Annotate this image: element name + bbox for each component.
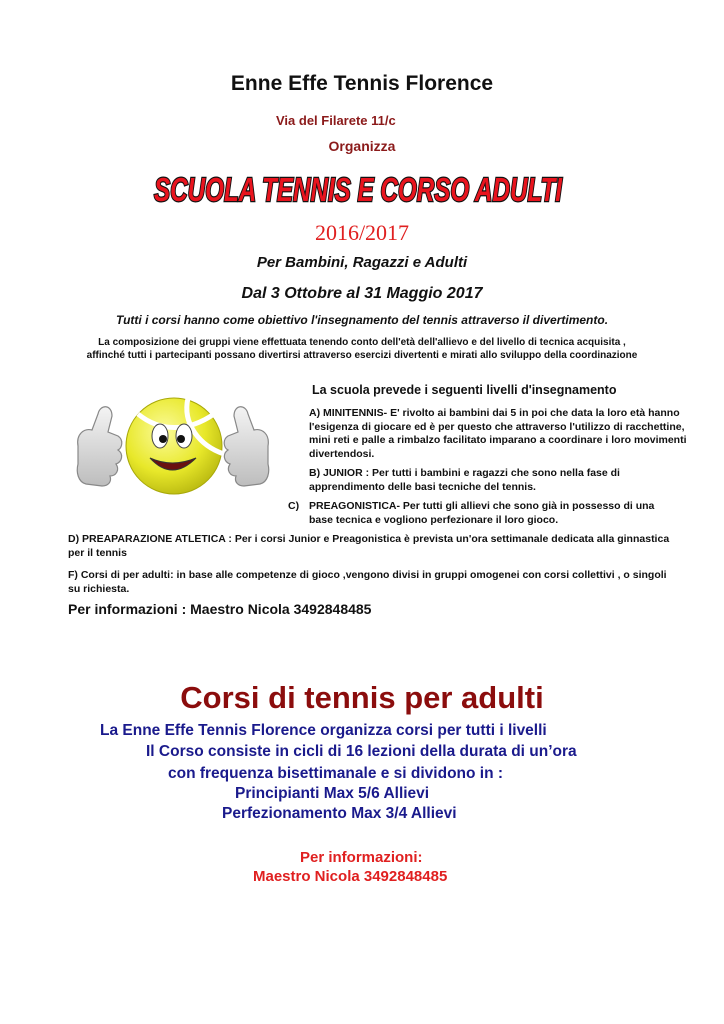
audience-line: Per Bambini, Ragazzi e Adulti — [256, 254, 468, 271]
contact-info-top: Per informazioni : Maestro Nicola 3492848485 — [68, 601, 372, 617]
info-label-bottom: Per informazioni: — [300, 849, 423, 866]
objective-text: Tutti i corsi hanno come obiettivo l'insegnamento del tennis attraverso il divertimento. — [115, 313, 609, 327]
banner-text: SCUOLA TENNIS E CORSO ADULTI — [154, 171, 563, 208]
adult-line-2: Il Corso consiste in cicli di 16 lezioni della durata di un’ora — [146, 743, 577, 760]
level-minitennis: A) MINITENNIS- E' rivolto ai bambini dai 5 in poi che data la loro età hanno l'esigenza di giocare ed è per questo che attraverso l'utilizzo di racchettine, mini reti e palle a rimbalzo facilitato imparano a coordinare i loro movimenti divertendosi. — [309, 407, 687, 460]
season-year: 2016/2017 — [314, 220, 410, 245]
levels-heading: La scuola prevede i seguenti livelli d'insegnamento — [312, 383, 617, 397]
level-junior: B) JUNIOR : Per tutti i bambini e ragazzi che sono nella fase di apprendimento delle basi tecniche del tennis. — [309, 467, 620, 493]
dates-line: Dal 3 Ottobre al 31 Maggio 2017 — [241, 285, 483, 302]
adult-courses-title: Corsi di tennis per adulti — [180, 680, 544, 715]
organizza-label: Organizza — [328, 138, 396, 154]
preparazione-atletica: D) PREAPARAZIONE ATLETICA : Per i corsi Junior e Preagonistica è prevista un'ora settimanale dedicata alla ginnastica per il tennis — [68, 533, 670, 559]
adult-line-advanced: Perfezionamento Max 3/4 Allievi — [222, 805, 457, 822]
club-address: Via del Filarete 11/c — [276, 113, 396, 128]
adult-course-note: F) Corsi di per adulti: in base alle competenze di gioco ,vengono divisi in gruppi omogenei con corsi collettivi , o singoli su richiesta. — [68, 569, 667, 595]
adult-line-beginners: Principianti Max 5/6 Allievi — [235, 785, 430, 802]
club-title: Enne Effe Tennis Florence — [230, 72, 494, 95]
contact-info-bottom: Maestro Nicola 3492848485 — [253, 868, 448, 885]
adult-line-3: con frequenza bisettimanale e si dividono in : — [168, 765, 504, 782]
composition-text: La composizione dei gruppi viene effettuata tenendo conto dell'età dell'allievo e del livello di tecnica acquisita , affinché tutti i partecipanti possano divertirsi attraverso esercizi divertenti e mirati allo sviluppo della coordinazione — [86, 337, 638, 361]
tennis-ball-mascot-image — [68, 384, 278, 502]
right-thumb-icon — [224, 407, 269, 486]
adult-line-1: La Enne Effe Tennis Florence organizza corsi per tutti i livelli — [100, 722, 547, 739]
left-thumb-icon — [77, 407, 122, 486]
school-banner — [148, 163, 568, 213]
level-preagonistica — [288, 500, 688, 527]
level-c-label: C) — [288, 500, 300, 512]
level-c-text: PREAGONISTICA- Per tutti gli allievi che sono già in possesso di una base tecnica e vogliono perfezionare il loro gioco. — [309, 500, 655, 526]
ball-face-icon — [126, 398, 224, 494]
